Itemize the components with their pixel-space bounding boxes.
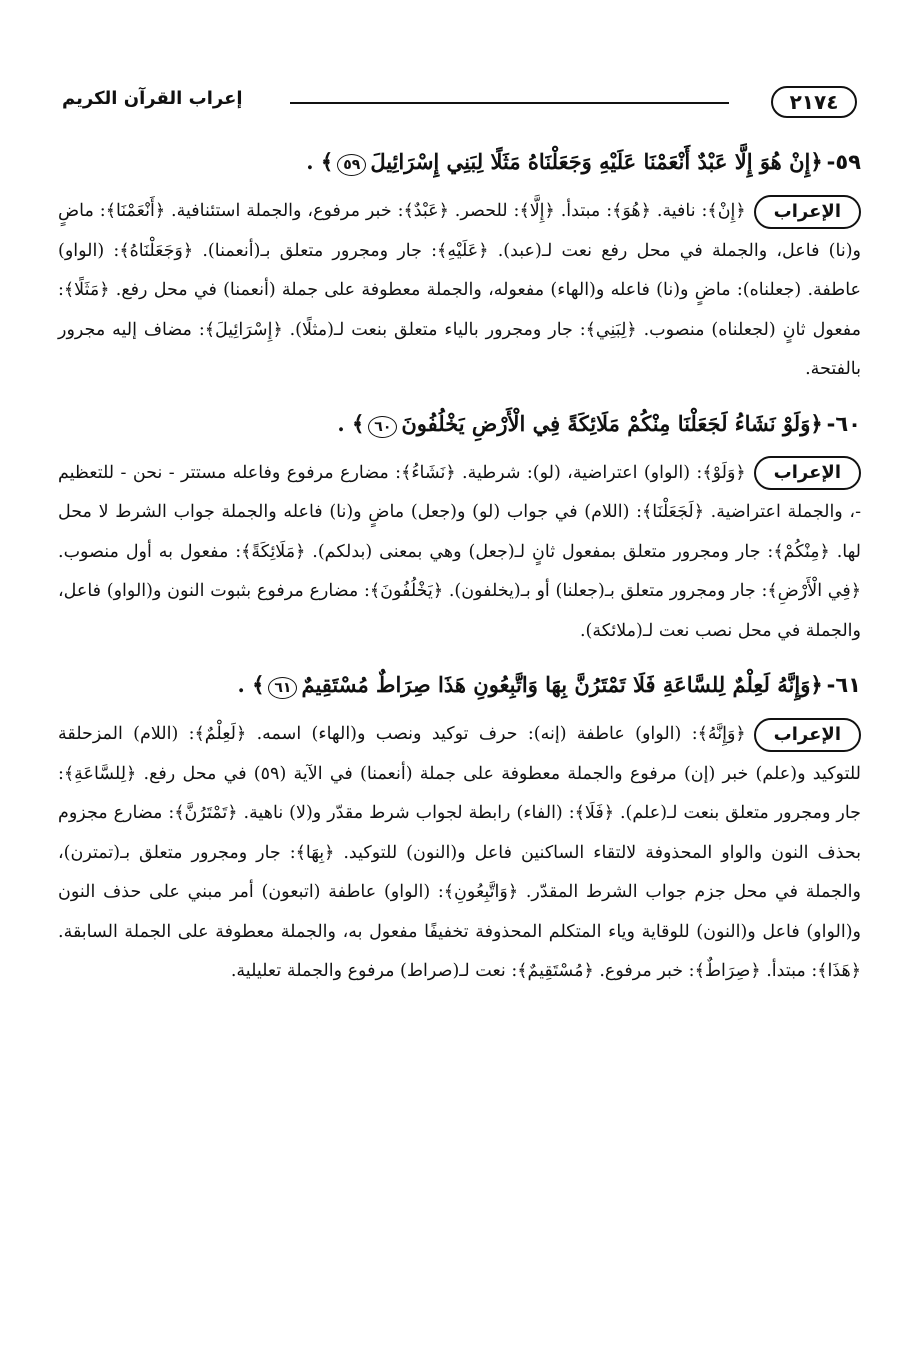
verse-60: [58, 404, 861, 444]
verse-close: ﴾ .: [306, 149, 334, 174]
irab-label: الإعراب: [754, 456, 861, 490]
irab-block-60: [58, 454, 861, 652]
ayah-marker: ٦٠: [368, 416, 397, 438]
verse-text: ﴿إِنْ هُوَ إِلَّا عَبْدٌ أَنْعَمْنَا عَلَيْهِ وَجَعَلْنَاهُ مَثَلًا لِبَنِي إِسْرَائِيلَ: [370, 149, 823, 174]
verse-number: ٥٩-: [826, 150, 861, 174]
irab-label: الإعراب: [754, 195, 861, 229]
irab-block-59: [58, 192, 861, 390]
verse-number: ٦١-: [826, 673, 861, 697]
verse-text: ﴿وَلَوْ نَشَاءُ لَجَعَلْنَا مِنْكُمْ مَلَائِكَةً فِي الْأَرْضِ يَخْلُفُونَ: [401, 410, 823, 436]
verse-close: ﴾ .: [237, 672, 265, 697]
page-content: [58, 142, 861, 1006]
irab-text: ﴿إِنْ﴾: نافية. ﴿هُوَ﴾: مبتدأ. ﴿إِلَّا﴾: للحصر. ﴿عَبْدٌ﴾: خبر مرفوع، والجملة استئنافية. ﴿أَنْعَمْنَا﴾: ماضٍ و(نا) فاعل، والجملة في محل رفع نعت لـ(عبد). ﴿عَلَيْهِ﴾: جار ومجرور متعلق بـ(أنعمنا). ﴿وَجَعَلْنَاهُ﴾: (الواو) عاطفة. (جعلناه): ماضٍ و(نا) فاعله و(الهاء) مفعوله، والجملة معطوفة على جملة (أنعمنا) في محل رفع. ﴿مَثَلًا﴾: مفعول ثانٍ (لجعلناه) منصوب. ﴿لِبَنِي﴾: جار ومجرور بالياء متعلق بنعت لـ(مثلًا). ﴿إِسْرَائِيلَ﴾: مضاف إليه مجرور بالفتحة.: [58, 201, 861, 379]
irab-block-61: [58, 715, 861, 992]
verse-close: ﴾ .: [337, 410, 365, 436]
header-divider: [290, 102, 729, 104]
irab-label: الإعراب: [754, 718, 861, 752]
ayah-marker: ٦١: [268, 677, 297, 699]
irab-text: ﴿وَلَوْ﴾: (الواو) اعتراضية، (لو): شرطية. ﴿نَشَاءُ﴾: مضارع مرفوع وفاعله مستتر - نحن - للتعظيم -، والجملة اعتراضية. ﴿لَجَعَلْنَا﴾: (اللام) في جواب (لو) و(جعل) ماضٍ و(نا) فاعله والجملة جواب الشرط لا محل لها. ﴿مِنْكُمْ﴾: جار ومجرور متعلق بمفعول ثانٍ لـ(جعل) وهي بمعنى (بدلكم). ﴿مَلَائِكَةً﴾: مفعول به أول منصوب. ﴿فِي الْأَرْضِ﴾: جار ومجرور متعلق بـ(جعلنا) أو بـ(يخلفون). ﴿يَخْلُفُونَ﴾: مضارع مرفوع بثبوت النون و(الواو) فاعل، والجملة في محل نصب نعت لـ(ملائكة).: [58, 462, 861, 641]
page-header: [62, 82, 857, 122]
ayah-marker: ٥٩: [337, 154, 366, 176]
irab-text: ﴿وَإِنَّهُ﴾: (الواو) عاطفة (إنه): حرف توكيد ونصب و(الهاء) اسمه. ﴿لَعِلْمٌ﴾: (اللام) المزحلقة للتوكيد و(علم) خبر (إن) مرفوع والجملة معطوفة على جملة (أنعمنا) في الآية (٥٩) في محل رفع. ﴿لِلسَّاعَةِ﴾: جار ومجرور متعلق بنعت لـ(علم). ﴿فَلَا﴾: (الفاء) رابطة لجواب شرط مقدّر و(لا) ناهية. ﴿تَمْتَرُنَّ﴾: مضارع مجزوم بحذف النون والواو المحذوفة لالتقاء الساكنين فاعل و(النون) للتوكيد. ﴿بِهَا﴾: جار ومجرور متعلق بـ(تمترن)، والجملة في محل جزم جواب الشرط المقدّر. ﴿وَاتَّبِعُونِ﴾: (الواو) عاطفة (اتبعون) أمر مبني على حذف النون و(الواو) فاعل و(النون) للوقاية وياء المتكلم المحذوفة تخفيفًا مفعول به، والجملة معطوفة على الجملة السابقة. ﴿هَذَا﴾: مبتدأ. ﴿صِرَاطٌ﴾: خبر مرفوع. ﴿مُسْتَقِيمٌ﴾: نعت لـ(صراط) مرفوع والجملة تعليلية.: [58, 724, 861, 981]
book-title: إعراب القرآن الكريم: [62, 88, 243, 109]
verse-number: ٦٠-: [826, 411, 861, 436]
verse-61: [58, 665, 861, 705]
verse-59: [58, 142, 861, 182]
verse-text: ﴿وَإِنَّهُ لَعِلْمٌ لِلسَّاعَةِ فَلَا تَمْتَرُنَّ بِهَا وَاتَّبِعُونِ هَذَا صِرَاطٌ مُسْتَقِيمٌ: [301, 672, 823, 697]
page-number: ٢١٧٤: [771, 86, 857, 118]
